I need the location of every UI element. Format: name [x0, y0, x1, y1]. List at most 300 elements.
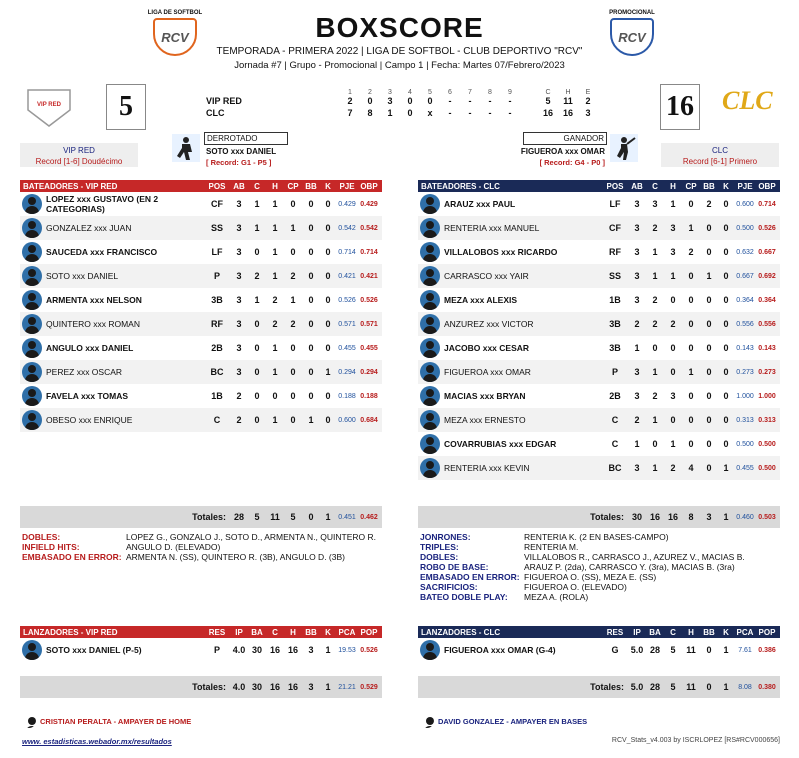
stat-c: 1: [254, 223, 260, 233]
stat-h: 11: [686, 645, 696, 655]
home-pitching-totals: [418, 676, 780, 698]
total-bb: 0: [308, 512, 314, 522]
stat-cp: 0: [688, 343, 694, 353]
batter-row: [418, 240, 780, 264]
column-header: K: [325, 627, 331, 637]
group-logo: [602, 10, 662, 56]
home-batting-title: BATEADORES - CLC: [421, 181, 500, 191]
visitor-batting-header: [20, 180, 382, 192]
note-key: JONRONES:: [420, 532, 471, 542]
player-name: CARRASCO xxx YAIR: [444, 271, 529, 281]
stat-bb: 0: [308, 391, 314, 401]
note-line: [420, 562, 780, 572]
column-header: RES: [606, 627, 624, 637]
column-header: C: [670, 627, 676, 637]
umpire-home: [22, 714, 191, 728]
player-name: ARAUZ xxx PAUL: [444, 199, 516, 209]
umpire-icon: [22, 714, 36, 728]
stat-h: 1: [670, 439, 676, 449]
note-value: VILLALOBOS R., CARRASCO J., AZUREZ V., MACIAS B.: [524, 552, 745, 562]
stat-c: 2: [652, 295, 658, 305]
visitor-score: 5: [106, 84, 146, 130]
losing-pitcher-record: [ Record: G1 - P5 ]: [206, 158, 272, 167]
linescore-home-name: CLC: [206, 108, 225, 118]
linescore-visitor-name: VIP RED: [206, 96, 242, 106]
totals-label: Totales:: [192, 682, 226, 692]
column-header: H: [670, 181, 676, 191]
column-header: K: [325, 181, 331, 191]
column-header: K: [723, 181, 729, 191]
player-avatar-icon: [420, 194, 440, 214]
player-avatar-icon: [22, 194, 42, 214]
stat-cp: 0: [688, 199, 694, 209]
stat-obp: 0.571: [360, 320, 378, 328]
stat-k: 0: [325, 199, 331, 209]
stat-h: 3: [670, 223, 676, 233]
rhe-header: H: [565, 89, 571, 96]
note-value: ARMENTA N. (SS), QUINTERO R. (3B), ANGULO D. (3B): [126, 552, 345, 562]
inning-number: 1: [348, 89, 352, 96]
stat-cp: 2: [688, 247, 694, 257]
stat-ab: 3: [236, 295, 242, 305]
home-team-record: Record [6-1] Primero: [682, 157, 758, 166]
stat-res: P: [213, 645, 220, 655]
visitor-batting-table: [20, 180, 382, 528]
player-name: RENTERIA xxx KEVIN: [444, 463, 530, 473]
stat-pje: 0.571: [338, 320, 356, 328]
stat-pos: LF: [211, 247, 223, 257]
stat-pos: C: [611, 415, 619, 425]
column-header: PJE: [737, 181, 753, 191]
stat-pje: 0.421: [338, 272, 356, 280]
stat-h: 1: [670, 199, 676, 209]
stat-k: 0: [723, 199, 729, 209]
total-c: 16: [649, 512, 660, 522]
stat-pos: P: [213, 271, 220, 281]
stat-bb: 0: [308, 343, 314, 353]
note-key: DOBLES:: [420, 552, 459, 562]
note-value: ANGULO D. (ELEVADO): [126, 542, 221, 552]
winning-pitcher-name: FIGUEROA xxx OMAR: [520, 147, 605, 156]
stat-cp: 0: [290, 415, 296, 425]
home-notes: [420, 532, 780, 602]
stat-c: 2: [652, 319, 658, 329]
player-avatar-icon: [22, 242, 42, 262]
stat-cp: 0: [688, 295, 694, 305]
inning-number: 7: [468, 89, 472, 96]
column-header: H: [272, 181, 278, 191]
stat-h: 1: [272, 271, 278, 281]
stat-pos: 3B: [609, 319, 621, 329]
stat-obp: 0.526: [360, 296, 378, 304]
visitor-team-record: Record [1-6] Doudécimo: [35, 157, 123, 166]
note-line: [420, 542, 780, 552]
stat-h: 1: [272, 199, 278, 209]
stat-bb: 0: [308, 199, 314, 209]
stat-cp: 2: [290, 271, 296, 281]
pitcher-row: [20, 638, 382, 662]
totals-label: Totales:: [192, 512, 226, 522]
player-name: ARMENTA xxx NELSON: [46, 295, 142, 305]
column-header: POP: [360, 627, 378, 637]
note-key: ROBO DE BASE:: [420, 562, 489, 572]
batter-row: [20, 312, 382, 336]
stat-pca: 19.53: [338, 646, 356, 654]
player-name: SOTO xxx DANIEL: [46, 271, 119, 281]
stat-res: G: [611, 645, 619, 655]
stat-ab: 3: [236, 319, 242, 329]
player-name: COVARRUBIAS xxx EDGAR: [444, 439, 557, 449]
visitor-pitching-header: [20, 626, 382, 638]
note-key: EMBASADO EN ERROR:: [420, 572, 520, 582]
stat-ab: 3: [236, 343, 242, 353]
stat-ab: 3: [634, 463, 640, 473]
winning-pitcher-label: GANADOR: [523, 132, 607, 145]
player-avatar-icon: [22, 640, 42, 660]
pitcher-name: FIGUEROA xxx OMAR (G-4): [444, 645, 556, 655]
inning-number: 9: [508, 89, 512, 96]
note-key: EMBASADO EN ERROR:: [22, 552, 122, 562]
stat-bb: 0: [308, 367, 314, 377]
player-name: OBESO xxx ENRIQUE: [46, 415, 133, 425]
inning-runs: -: [488, 108, 492, 118]
season-subtitle: TEMPORADA - PRIMERA 2022 | LIGA DE SOFTBOL - CLUB DEPORTIVO "RCV": [216, 46, 583, 57]
total-c: 5: [254, 512, 260, 522]
player-avatar-icon: [22, 314, 42, 334]
stat-h: 1: [272, 223, 278, 233]
column-header: AB: [233, 181, 245, 191]
stat-cp: 0: [688, 391, 694, 401]
visitor-pitching-totals: [20, 676, 382, 698]
stat-obp: 0.542: [360, 224, 378, 232]
column-header: C: [652, 181, 658, 191]
total-k: 1: [723, 682, 729, 692]
stat-k: 0: [723, 367, 729, 377]
player-avatar-icon: [22, 362, 42, 382]
stat-pos: CF: [609, 223, 621, 233]
stat-c: 3: [652, 199, 658, 209]
player-avatar-icon: [420, 218, 440, 238]
stat-pos: RF: [609, 247, 621, 257]
column-header: IP: [633, 627, 641, 637]
column-header: CP: [287, 181, 299, 191]
stat-ba: 30: [251, 645, 262, 655]
stat-pje: 0.429: [338, 200, 356, 208]
stat-h: 0: [670, 295, 676, 305]
stat-bb: 0: [308, 223, 314, 233]
player-name: GONZALEZ xxx JUAN: [46, 223, 132, 233]
stat-obp: 0.188: [360, 392, 378, 400]
stat-ab: 3: [634, 247, 640, 257]
stat-c: 5: [670, 645, 676, 655]
stat-k: 0: [325, 271, 331, 281]
stat-obp: 0.667: [758, 248, 776, 256]
stat-c: 2: [652, 391, 658, 401]
visitor-logo-text: VIP RED: [37, 102, 61, 108]
note-line: [22, 532, 382, 542]
stat-pop: 0.386: [758, 646, 776, 654]
stat-c: 1: [254, 295, 260, 305]
stat-k: 0: [325, 415, 331, 425]
inning-runs: -: [448, 108, 452, 118]
column-header: BB: [305, 627, 317, 637]
stat-pos: BC: [608, 463, 622, 473]
column-header: H: [688, 627, 694, 637]
rcv-shield-blue-icon: [610, 18, 654, 56]
batter-row: [20, 288, 382, 312]
stat-h: 0: [272, 391, 278, 401]
visitor-team-block: [20, 143, 138, 167]
stat-k: 0: [723, 319, 729, 329]
note-key: SACRIFICIOS:: [420, 582, 478, 592]
stat-k: 0: [325, 319, 331, 329]
note-value: FIGUEROA O. (SS), MEZA E. (SS): [524, 572, 657, 582]
stat-cp: 1: [688, 367, 694, 377]
stat-pje: 0.294: [338, 368, 356, 376]
stat-c: 1: [652, 367, 658, 377]
note-value: RENTERIA K. (2 EN BASES-CAMPO): [524, 532, 669, 542]
stat-obp: 0.526: [758, 224, 776, 232]
player-name: FAVELA xxx TOMAS: [46, 391, 129, 401]
stat-k: 1: [325, 645, 331, 655]
player-avatar-icon: [420, 640, 440, 660]
stat-bb: 0: [706, 223, 712, 233]
stat-h: 1: [670, 271, 676, 281]
stat-k: 0: [723, 271, 729, 281]
stat-ba: 28: [649, 645, 660, 655]
stat-obp: 0.455: [360, 344, 378, 352]
stat-pje: 0.714: [338, 248, 356, 256]
stat-pos: 1B: [211, 391, 223, 401]
column-header: H: [290, 627, 296, 637]
winning-pitcher-record: [ Record: G4 - P0 ]: [539, 158, 605, 167]
total-ab: 30: [631, 512, 642, 522]
inning-runs: 1: [387, 108, 393, 118]
visitor-notes: [22, 532, 382, 562]
stat-bb: 0: [706, 391, 712, 401]
stat-pje: 0.500: [736, 440, 754, 448]
visitor-batting-title: BATEADORES - VIP RED: [23, 181, 118, 191]
stat-cp: 1: [688, 223, 694, 233]
stat-cp: 0: [688, 319, 694, 329]
visitor-pitching-title: LANZADORES - VIP RED: [23, 627, 118, 637]
stat-obp: 0.143: [758, 344, 776, 352]
inning-runs: x: [427, 108, 433, 118]
column-header: OBP: [360, 181, 378, 191]
column-header: POS: [208, 181, 226, 191]
stat-ab: 3: [634, 223, 640, 233]
home-team-name: CLC: [711, 146, 728, 155]
stat-c: 1: [652, 247, 658, 257]
stat-ab: 3: [236, 223, 242, 233]
total-bb: 0: [706, 682, 712, 692]
inning-runs: -: [468, 96, 472, 106]
stat-cp: 0: [290, 391, 296, 401]
stat-h: 2: [670, 463, 676, 473]
column-header: IP: [235, 627, 243, 637]
page-title: BOXSCORE: [315, 12, 484, 43]
column-header: BA: [251, 627, 263, 637]
stat-obp: 0.500: [758, 440, 776, 448]
home-batting-totals: [418, 506, 780, 528]
stat-bb: 0: [706, 645, 712, 655]
rhe-value: 16: [562, 108, 573, 118]
stat-pje: 0.455: [338, 344, 356, 352]
visitor-batting-totals: [20, 506, 382, 528]
stat-bb: 0: [706, 343, 712, 353]
stat-pos: C: [213, 415, 221, 425]
stat-pje: 0.364: [736, 296, 754, 304]
total-cp: 8: [688, 512, 694, 522]
stat-pje: 0.632: [736, 248, 754, 256]
stat-cp: 0: [290, 247, 296, 257]
stat-h: 2: [670, 319, 676, 329]
stat-ab: 2: [236, 391, 242, 401]
stat-ab: 3: [236, 367, 242, 377]
stat-pje: 0.526: [338, 296, 356, 304]
stat-pje: 1.000: [736, 392, 754, 400]
stat-pje: 0.313: [736, 416, 754, 424]
stat-h: 1: [272, 247, 278, 257]
stat-h: 2: [272, 319, 278, 329]
stat-pos: P: [611, 367, 618, 377]
group-logo-label: PROMOCIONAL: [609, 10, 655, 16]
column-header: BA: [649, 627, 661, 637]
batter-row: [20, 240, 382, 264]
stat-pos: BC: [210, 367, 224, 377]
batter-row: [418, 288, 780, 312]
home-pitching-header: [418, 626, 780, 638]
total-obp: 0.462: [360, 513, 378, 521]
umpire-bases: [420, 714, 587, 728]
inning-number: 3: [388, 89, 392, 96]
note-key: TRIPLES:: [420, 542, 459, 552]
stat-obp: 0.556: [758, 320, 776, 328]
note-value: RENTERIA M.: [524, 542, 579, 552]
game-details: Jornada #7 | Grupo - Promocional | Campo 1 | Fecha: Martes 07/Febrero/2023: [234, 60, 565, 71]
stat-ab: 3: [634, 367, 640, 377]
stat-cp: 0: [290, 343, 296, 353]
stat-cp: 0: [688, 439, 694, 449]
player-avatar-icon: [420, 290, 440, 310]
stat-pos: SS: [210, 223, 223, 233]
stat-pje: 0.542: [338, 224, 356, 232]
player-avatar-icon: [420, 266, 440, 286]
stat-c: 1: [652, 463, 658, 473]
batter-row: [20, 336, 382, 360]
column-header: BB: [703, 627, 715, 637]
home-plate-icon: [26, 88, 72, 128]
player-avatar-icon: [22, 218, 42, 238]
note-value: MEZA A. (ROLA): [524, 592, 589, 602]
home-pitching-table: [418, 626, 780, 698]
stat-ab: 3: [634, 295, 640, 305]
stat-k: 0: [325, 223, 331, 233]
stat-bb: 1: [308, 415, 314, 425]
total-pca: 8.08: [738, 683, 752, 691]
column-header: BB: [305, 181, 317, 191]
stat-pos: LF: [609, 199, 621, 209]
note-key: INFIELD HITS:: [22, 542, 80, 552]
stat-cp: 0: [290, 199, 296, 209]
stat-c: 0: [652, 439, 658, 449]
totals-label: Totales:: [590, 682, 624, 692]
league-logo-text: RCV: [161, 29, 189, 45]
total-ab: 28: [233, 512, 244, 522]
stat-k: 0: [325, 343, 331, 353]
inning-runs: 0: [407, 96, 413, 106]
player-avatar-icon: [420, 314, 440, 334]
inning-runs: 0: [407, 108, 413, 118]
player-name: SAUCEDA xxx FRANCISCO: [46, 247, 158, 257]
stat-k: 1: [325, 367, 331, 377]
inning-runs: -: [508, 96, 512, 106]
rhe-header: C: [545, 89, 551, 96]
stat-pca: 7.61: [738, 646, 752, 654]
inning-runs: 7: [347, 108, 353, 118]
batter-row: [20, 384, 382, 408]
player-avatar-icon: [420, 434, 440, 454]
note-line: [22, 542, 382, 552]
stat-bb: 3: [308, 645, 314, 655]
stat-c: 2: [254, 271, 260, 281]
stat-c: 0: [254, 367, 260, 377]
batter-row: [418, 192, 780, 216]
player-avatar-icon: [22, 338, 42, 358]
stat-obp: 0.313: [758, 416, 776, 424]
player-avatar-icon: [420, 386, 440, 406]
stat-cp: 0: [290, 367, 296, 377]
note-value: LOPEZ G., GONZALO J., SOTO D., ARMENTA N., QUINTERO R.: [126, 532, 376, 542]
stat-k: 1: [723, 645, 729, 655]
batter-row: [418, 432, 780, 456]
player-name: FIGUEROA xxx OMAR: [444, 367, 531, 377]
inning-number: 6: [448, 89, 452, 96]
stat-h: 1: [272, 343, 278, 353]
stat-pos: 2B: [609, 391, 621, 401]
rcv-shield-icon: [153, 18, 197, 56]
batter-row: [418, 312, 780, 336]
visitor-pitching-table: [20, 626, 382, 698]
batter-row: [418, 384, 780, 408]
column-header: OBP: [758, 181, 776, 191]
stat-h: 3: [670, 391, 676, 401]
total-k: 1: [325, 512, 331, 522]
rhe-value: 11: [563, 96, 573, 106]
stat-h: 2: [272, 295, 278, 305]
stat-bb: 0: [308, 247, 314, 257]
stat-k: 0: [723, 415, 729, 425]
player-name: JACOBO xxx CESAR: [444, 343, 530, 353]
note-line: [420, 552, 780, 562]
stat-ab: 3: [236, 271, 242, 281]
website-link[interactable]: www. estadisticas.webador.mx/resultados: [22, 737, 172, 746]
league-logo: [145, 10, 205, 56]
total-ip: 4.0: [232, 682, 246, 692]
stat-obp: 0.500: [758, 464, 776, 472]
stat-ip: 5.0: [630, 645, 644, 655]
umpire-bases-name: DAVID GONZALEZ - AMPAYER EN BASES: [438, 716, 588, 726]
total-bb: 3: [308, 682, 314, 692]
player-name: MEZA xxx ERNESTO: [444, 415, 526, 425]
stat-k: 0: [325, 391, 331, 401]
stat-pos: 2B: [211, 343, 223, 353]
stat-pje: 0.143: [736, 344, 754, 352]
batter-row: [20, 216, 382, 240]
stat-ab: 3: [634, 271, 640, 281]
stat-bb: 0: [706, 295, 712, 305]
version-stamp: RCV_Stats_v4.003 by ISCRLOPEZ [RS#RCV000656]: [611, 737, 780, 744]
